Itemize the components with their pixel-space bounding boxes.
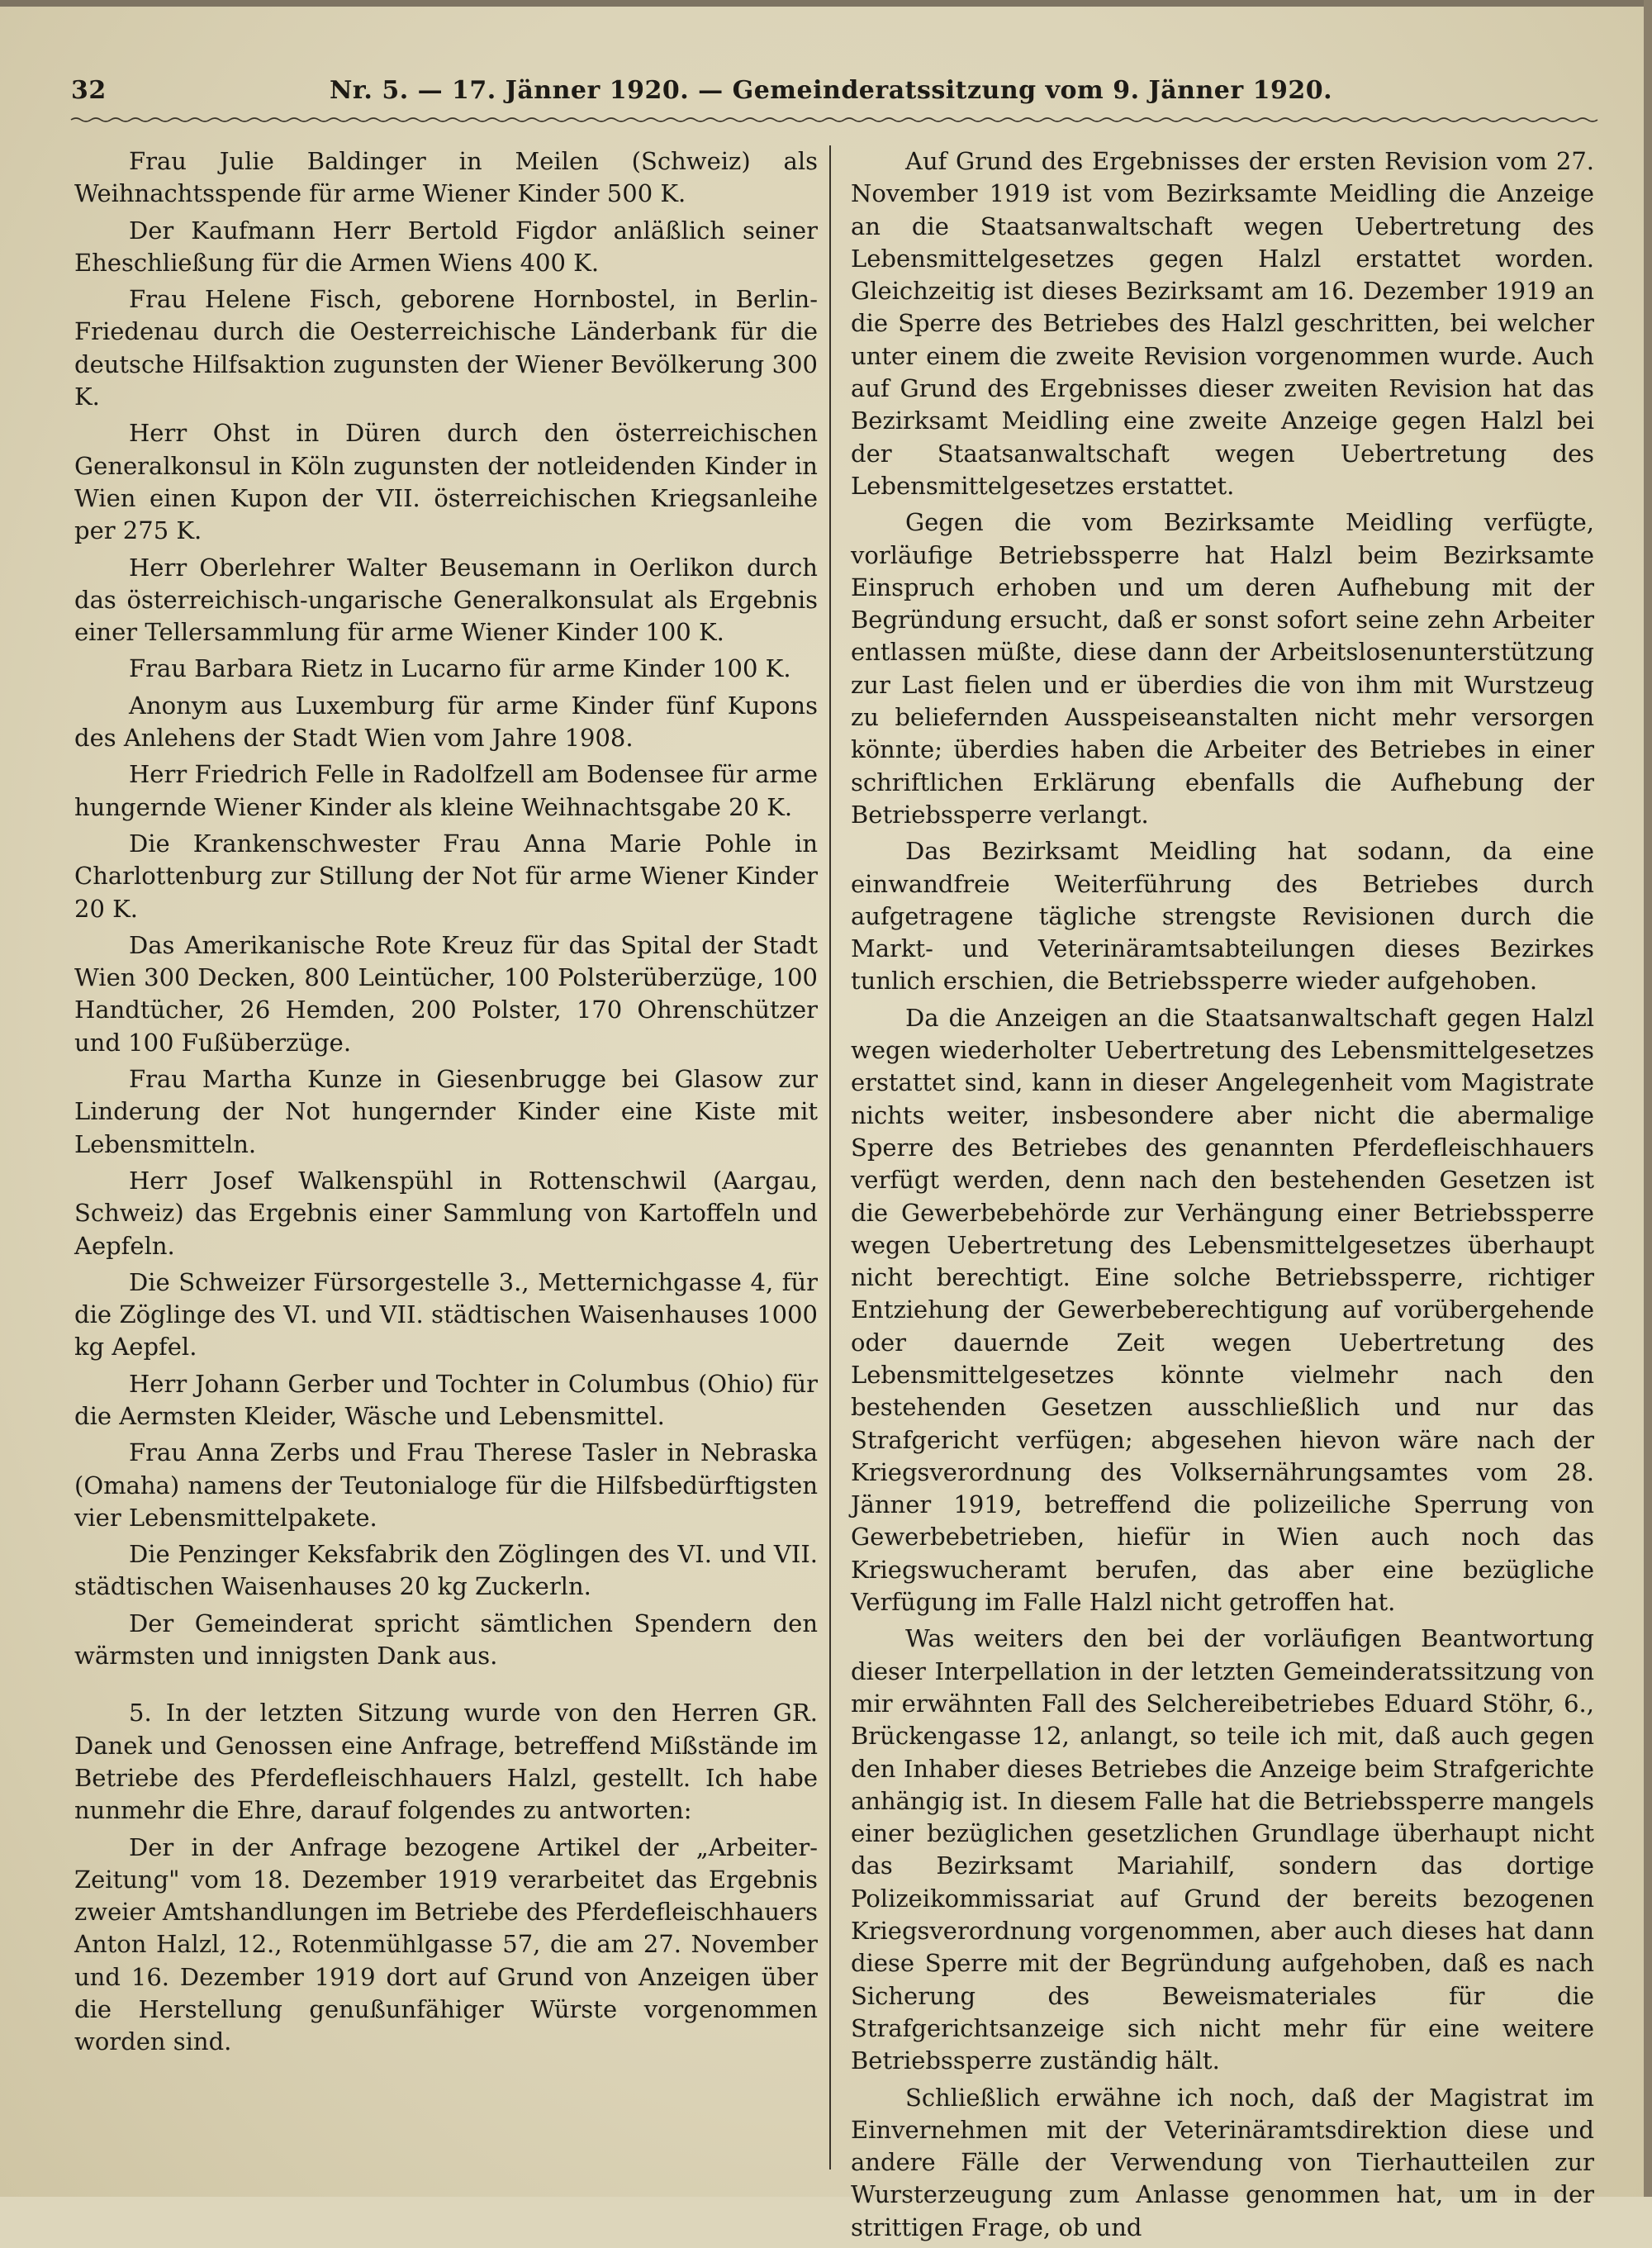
scan-edge-top: [0, 0, 1652, 7]
donation-entry: Die Schweizer Fürsorgestelle 3., Metternichgasse 4, für die Zöglinge des VI. und VII. städtischen Waisenhauses 1000 kg Aepfel.: [74, 1267, 818, 1362]
donation-entry: Frau Martha Kunze in Giesenbrugge bei Glasow zur Linderung der Not hungernder Kinder eine Kiste mit Lebensmitteln.: [74, 1065, 818, 1158]
left-column: [74, 145, 818, 2063]
page-header: [71, 68, 1591, 111]
donation-entry: Frau Julie Baldinger in Meilen (Schweiz) als Weihnachtsspende für arme Wiener Kinder 500 K.: [74, 147, 818, 208]
item-5-paragraph: 5. In der letzten Sitzung wurde von den Herren GR. Danek und Genossen eine Anfrage, betreffend Mißstände im Betriebe des Pferdefleischhauers Halzl, gestellt. Ich habe nunmehr die Ehre, darauf folgendes zu antworten:: [74, 1699, 818, 1825]
body-paragraph: Was weiters den bei der vorläufigen Beantwortung dieser Interpellation in der letzten Gemeinderatssitzung von mir erwähnten Fall des Selchereibetriebes Eduard Stöhr, 6., Brückengasse 12, anlangt, so teile ich mit, daß auch gegen den Inhaber dieses Betriebes die Anzeige beim Strafgerichte anhängig ist. In diesem Falle hat die Betriebssperre mangels einer bezüglichen gesetzlichen Grundlage überhaupt nicht das Bezirksamt Mariahilf, sondern das dortige Polizeikommissariat auf Grund der bereits bezogenen Kriegsverordnung vorgenommen, aber auch dieses hat dann diese Sperre mit der Begründung aufgehoben, daß es nach Sicherung des Beweismateriales für die Strafgerichtsanzeige sich nicht mehr für eine weitere Betriebssperre zuständig hält.: [851, 1624, 1594, 2075]
donation-entry: Die Krankenschwester Frau Anna Marie Pohle in Charlottenburg zur Stillung der Not für arme Wiener Kinder 20 K.: [74, 829, 818, 923]
body-paragraph: Da die Anzeigen an die Staatsanwaltschaft gegen Halzl wegen wiederholter Uebertretung des Lebensmittelgesetzes erstattet sind, kann in dieser Angelegenheit vom Magistrate nichts weiter, insbesondere aber nicht die abermalige Sperre des Betriebes des genannten Pferdefleischhauers verfügt werden, denn nach den bestehenden Gesetzen ist die Gewerbebehörde zur Verhängung einer Betriebssperre wegen Uebertretung des Lebensmittelgesetzes überhaupt nicht berechtigt. Eine solche Betriebssperre, richtiger Entziehung der Gewerbeberechtigung auf vorübergehende oder dauernde Zeit wegen Uebertretung des Lebensmittelgesetzes könnte vielmehr nach den bestehenden Gesetzen ausschließlich und nur das Strafgericht verfügen; abgesehen hievon wäre nach der Kriegsverordnung des Volksernährungsamtes vom 28. Jänner 1919, betreffend die polizeiliche Sperrung von Gewerbebetrieben, hiefür in Wien auch noch das Kriegswucheramt berufen, das aber eine bezügliche Verfügung im Falle Halzl nicht getroffen hat.: [851, 1003, 1594, 1617]
donation-entry: Herr Friedrich Felle in Radolfzell am Bodensee für arme hungernde Wiener Kinder als kleine Weihnachtsgabe 20 K.: [74, 760, 818, 821]
donation-entry: Herr Oberlehrer Walter Beusemann in Oerlikon durch das österreichisch-ungarische Generalkonsulat als Ergebnis einer Tellersammlung für arme Wiener Kinder 100 K.: [74, 553, 818, 647]
body-paragraph: Das Bezirksamt Meidling hat sodann, da eine einwandfreie Weiterführung des Betriebes durch aufgetragene tägliche strengste Revisionen durch die Markt- und Veterinäramtsabteilungen dieses Bezirkes tunlich erschien, die Betriebssperre wieder aufgehoben.: [851, 837, 1594, 996]
donation-entry: Der Kaufmann Herr Bertold Figdor anläßlich seiner Eheschließung für die Armen Wiens 400 K.: [74, 216, 818, 277]
page-number: 32: [71, 76, 107, 105]
donation-entry: Herr Josef Walkenspühl in Rottenschwil (Aargau, Schweiz) das Ergebnis einer Sammlung von Kartoffeln und Aepfeln.: [74, 1166, 818, 1260]
thanks-paragraph: Der Gemeinderat spricht sämtlichen Spendern den wärmsten und innigsten Dank aus.: [74, 1609, 818, 1671]
column-divider: [829, 145, 831, 2170]
donation-entry: Frau Barbara Rietz in Lucarno für arme Kinder 100 K.: [129, 654, 791, 683]
donation-entry: Anonym aus Luxemburg für arme Kinder fünf Kupons des Anlehens der Stadt Wien vom Jahre 1908.: [74, 691, 818, 753]
body-paragraph: Gegen die vom Bezirksamte Meidling verfügte, vorläufige Betriebssperre hat Halzl beim Bezirksamte Einspruch erhoben und um deren Aufhebung mit der Begründung ersucht, daß er sonst sofort seine zehn Arbeiter entlassen müßte, diese dann der Arbeitslosenunterstützung zur Last fielen und er überdies die von ihm mit Wurstzeug zu beliefernden Ausspeiseanstalten nicht mehr versorgen könnte; überdies haben die Arbeiter des Betriebes in einer schriftlichen Erklärung ebenfalls die Aufhebung der Betriebssperre verlangt.: [851, 508, 1594, 829]
header-wavy-rule: [71, 116, 1591, 124]
donation-entry: Herr Ohst in Düren durch den österreichischen Generalkonsul in Köln zugunsten der notleidenden Kinder in Wien einen Kupon der VII. österreichischen Kriegsanleihe per 275 K.: [74, 419, 818, 545]
header-title: Nr. 5. — 17. Jänner 1920. — Gemeinderatssitzung vom 9. Jänner 1920.: [329, 76, 1333, 105]
donation-entry: Herr Johann Gerber und Tochter in Columbus (Ohio) für die Aermsten Kleider, Wäsche und Lebensmittel.: [74, 1369, 818, 1430]
scan-edge-right: [1644, 0, 1652, 2197]
body-paragraph: Der in der Anfrage bezogene Artikel der „Arbeiter-Zeitung" vom 18. Dezember 1919 verarbeitet das Ergebnis zweier Amtshandlungen im Betriebe des Pferdefleischhauers Anton Halzl, 12., Rotenmühlgasse 57, die am 27. November und 16. Dezember 1919 dort auf Grund von Anzeigen über die Herstellung genußunfähiger Würste vorgenommen worden sind.: [74, 1832, 818, 2056]
body-paragraph: Schließlich erwähne ich noch, daß der Magistrat im Einvernehmen mit der Veterinäramtsdirektion diese und andere Fälle der Verwendung von Tierhautteilen zur Wursterzeugung zum Anlasse genommen hat, um in der strittigen Frage, ob und: [851, 2083, 1594, 2241]
donation-entry: Frau Helene Fisch, geborene Hornbostel, in Berlin-Friedenau durch die Oesterreichische Länderbank für die deutsche Hilfsaktion zugunsten der Wiener Bevölkerung 300 K.: [74, 285, 818, 411]
right-column: [851, 145, 1594, 2248]
donation-entry: Das Amerikanische Rote Kreuz für das Spital der Stadt Wien 300 Decken, 800 Leintücher, 100 Polsterüberzüge, 100 Handtücher, 26 Hemden, 200 Polster, 170 Ohrenschützer und 100 Fußüberzüge.: [74, 930, 818, 1057]
donation-entry: Frau Anna Zerbs und Frau Therese Tasler in Nebraska (Omaha) namens der Teutonialoge für die Hilfsbedürftigsten vier Lebensmittelpakete.: [74, 1438, 818, 1532]
donation-entry: Die Penzinger Keksfabrik den Zöglingen des VI. und VII. städtischen Waisenhauses 20 kg Zuckerln.: [74, 1540, 818, 1601]
body-paragraph: Auf Grund des Ergebnisses der ersten Revision vom 27. November 1919 ist vom Bezirksamte Meidling die Anzeige an die Staatsanwaltschaft wegen Uebertretung des Lebensmittelgesetzes gegen Halzl erstattet worden. Gleichzeitig ist dieses Bezirksamt am 16. Dezember 1919 an die Sperre des Betriebes des Halzl geschritten, bei welcher unter einem die zweite Revision vorgenommen wurde. Auch auf Grund des Ergebnisses dieser zweiten Revision hat das Bezirksamt Meidling eine zweite Anzeige gegen Halzl bei der Staatsanwaltschaft wegen Uebertretung des Lebensmittelgesetzes erstattet.: [851, 147, 1594, 500]
